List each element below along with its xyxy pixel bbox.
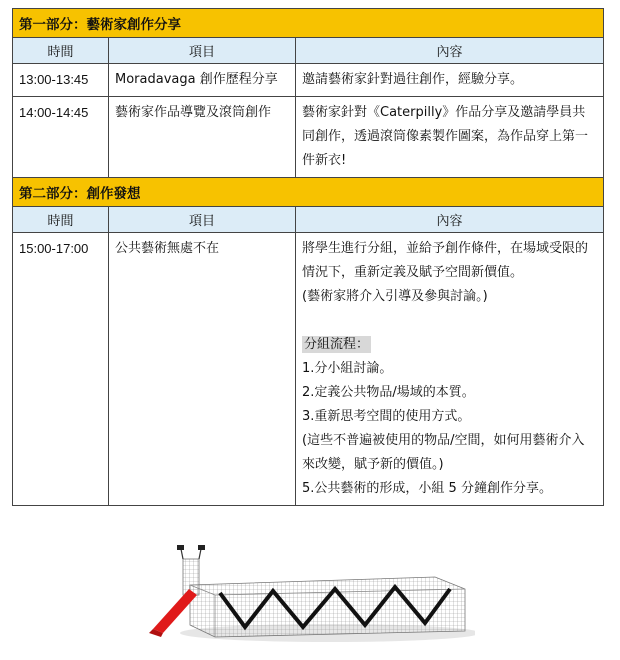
row-content <box>296 64 604 97</box>
flow-step: 1.分小組討論。 <box>302 361 393 376</box>
schedule-table <box>12 8 604 506</box>
row-time: 13:00-13:45 <box>13 64 109 97</box>
section-2-column-headers <box>13 207 604 233</box>
flow-step: 3.重新思考空間的使用方式。 <box>302 409 471 424</box>
row-item: Moradavaga 創作歷程分享 <box>109 64 296 97</box>
flow-title-line <box>302 333 597 357</box>
entrance-tower <box>183 559 199 595</box>
flag <box>177 545 184 550</box>
section-2-title: 第二部分：創作發想 <box>13 178 604 207</box>
flow-step: 5.公共藝術的形成，小組 5 分鐘創作分享。 <box>302 481 552 496</box>
content-line: 邀請藝術家針對過往創作，經驗分享。 <box>302 72 524 87</box>
header-content: 內容 <box>296 38 604 64</box>
header-time: 時間 <box>13 207 109 233</box>
flow-step: 2.定義公共物品/場域的本質。 <box>302 385 475 400</box>
pole <box>181 549 183 559</box>
row-content <box>296 233 604 506</box>
row-content <box>296 97 604 178</box>
section-1-header <box>13 9 604 38</box>
caterpillar-sculpture-illustration <box>145 545 475 645</box>
section-1-column-headers <box>13 38 604 64</box>
row-time: 15:00-17:00 <box>13 233 109 506</box>
flow-title: 分組流程： <box>304 337 370 352</box>
row-time: 14:00-14:45 <box>13 97 109 178</box>
content-line: 藝術家針對《Caterpilly》作品分享及邀請學員共同創作，透過滾筒像素製作圖案，為作品穿上第一件新衣! <box>302 105 589 168</box>
row-item: 藝術家作品導覽及滾筒創作 <box>109 97 296 178</box>
header-time: 時間 <box>13 38 109 64</box>
table-row <box>13 64 604 97</box>
content-intro: 將學生進行分組，並給予創作條件，在場域受限的情況下，重新定義及賦予空間新價值。 <box>302 241 589 280</box>
header-content: 內容 <box>296 207 604 233</box>
table-row <box>13 97 604 178</box>
header-item: 項目 <box>109 38 296 64</box>
table-row <box>13 233 604 506</box>
blank-line <box>302 309 597 333</box>
section-1-title: 第一部分：藝術家創作分享 <box>13 9 604 38</box>
content-note: (藝術家將介入引導及參與討論。) <box>302 289 488 304</box>
flow-step: (這些不普遍被使用的物品/空間，如何用藝術介入來改變，賦予新的價值。) <box>302 433 585 472</box>
header-item: 項目 <box>109 207 296 233</box>
pole <box>199 549 201 559</box>
flag <box>198 545 205 550</box>
row-item: 公共藝術無處不在 <box>109 233 296 506</box>
section-2-header <box>13 178 604 207</box>
